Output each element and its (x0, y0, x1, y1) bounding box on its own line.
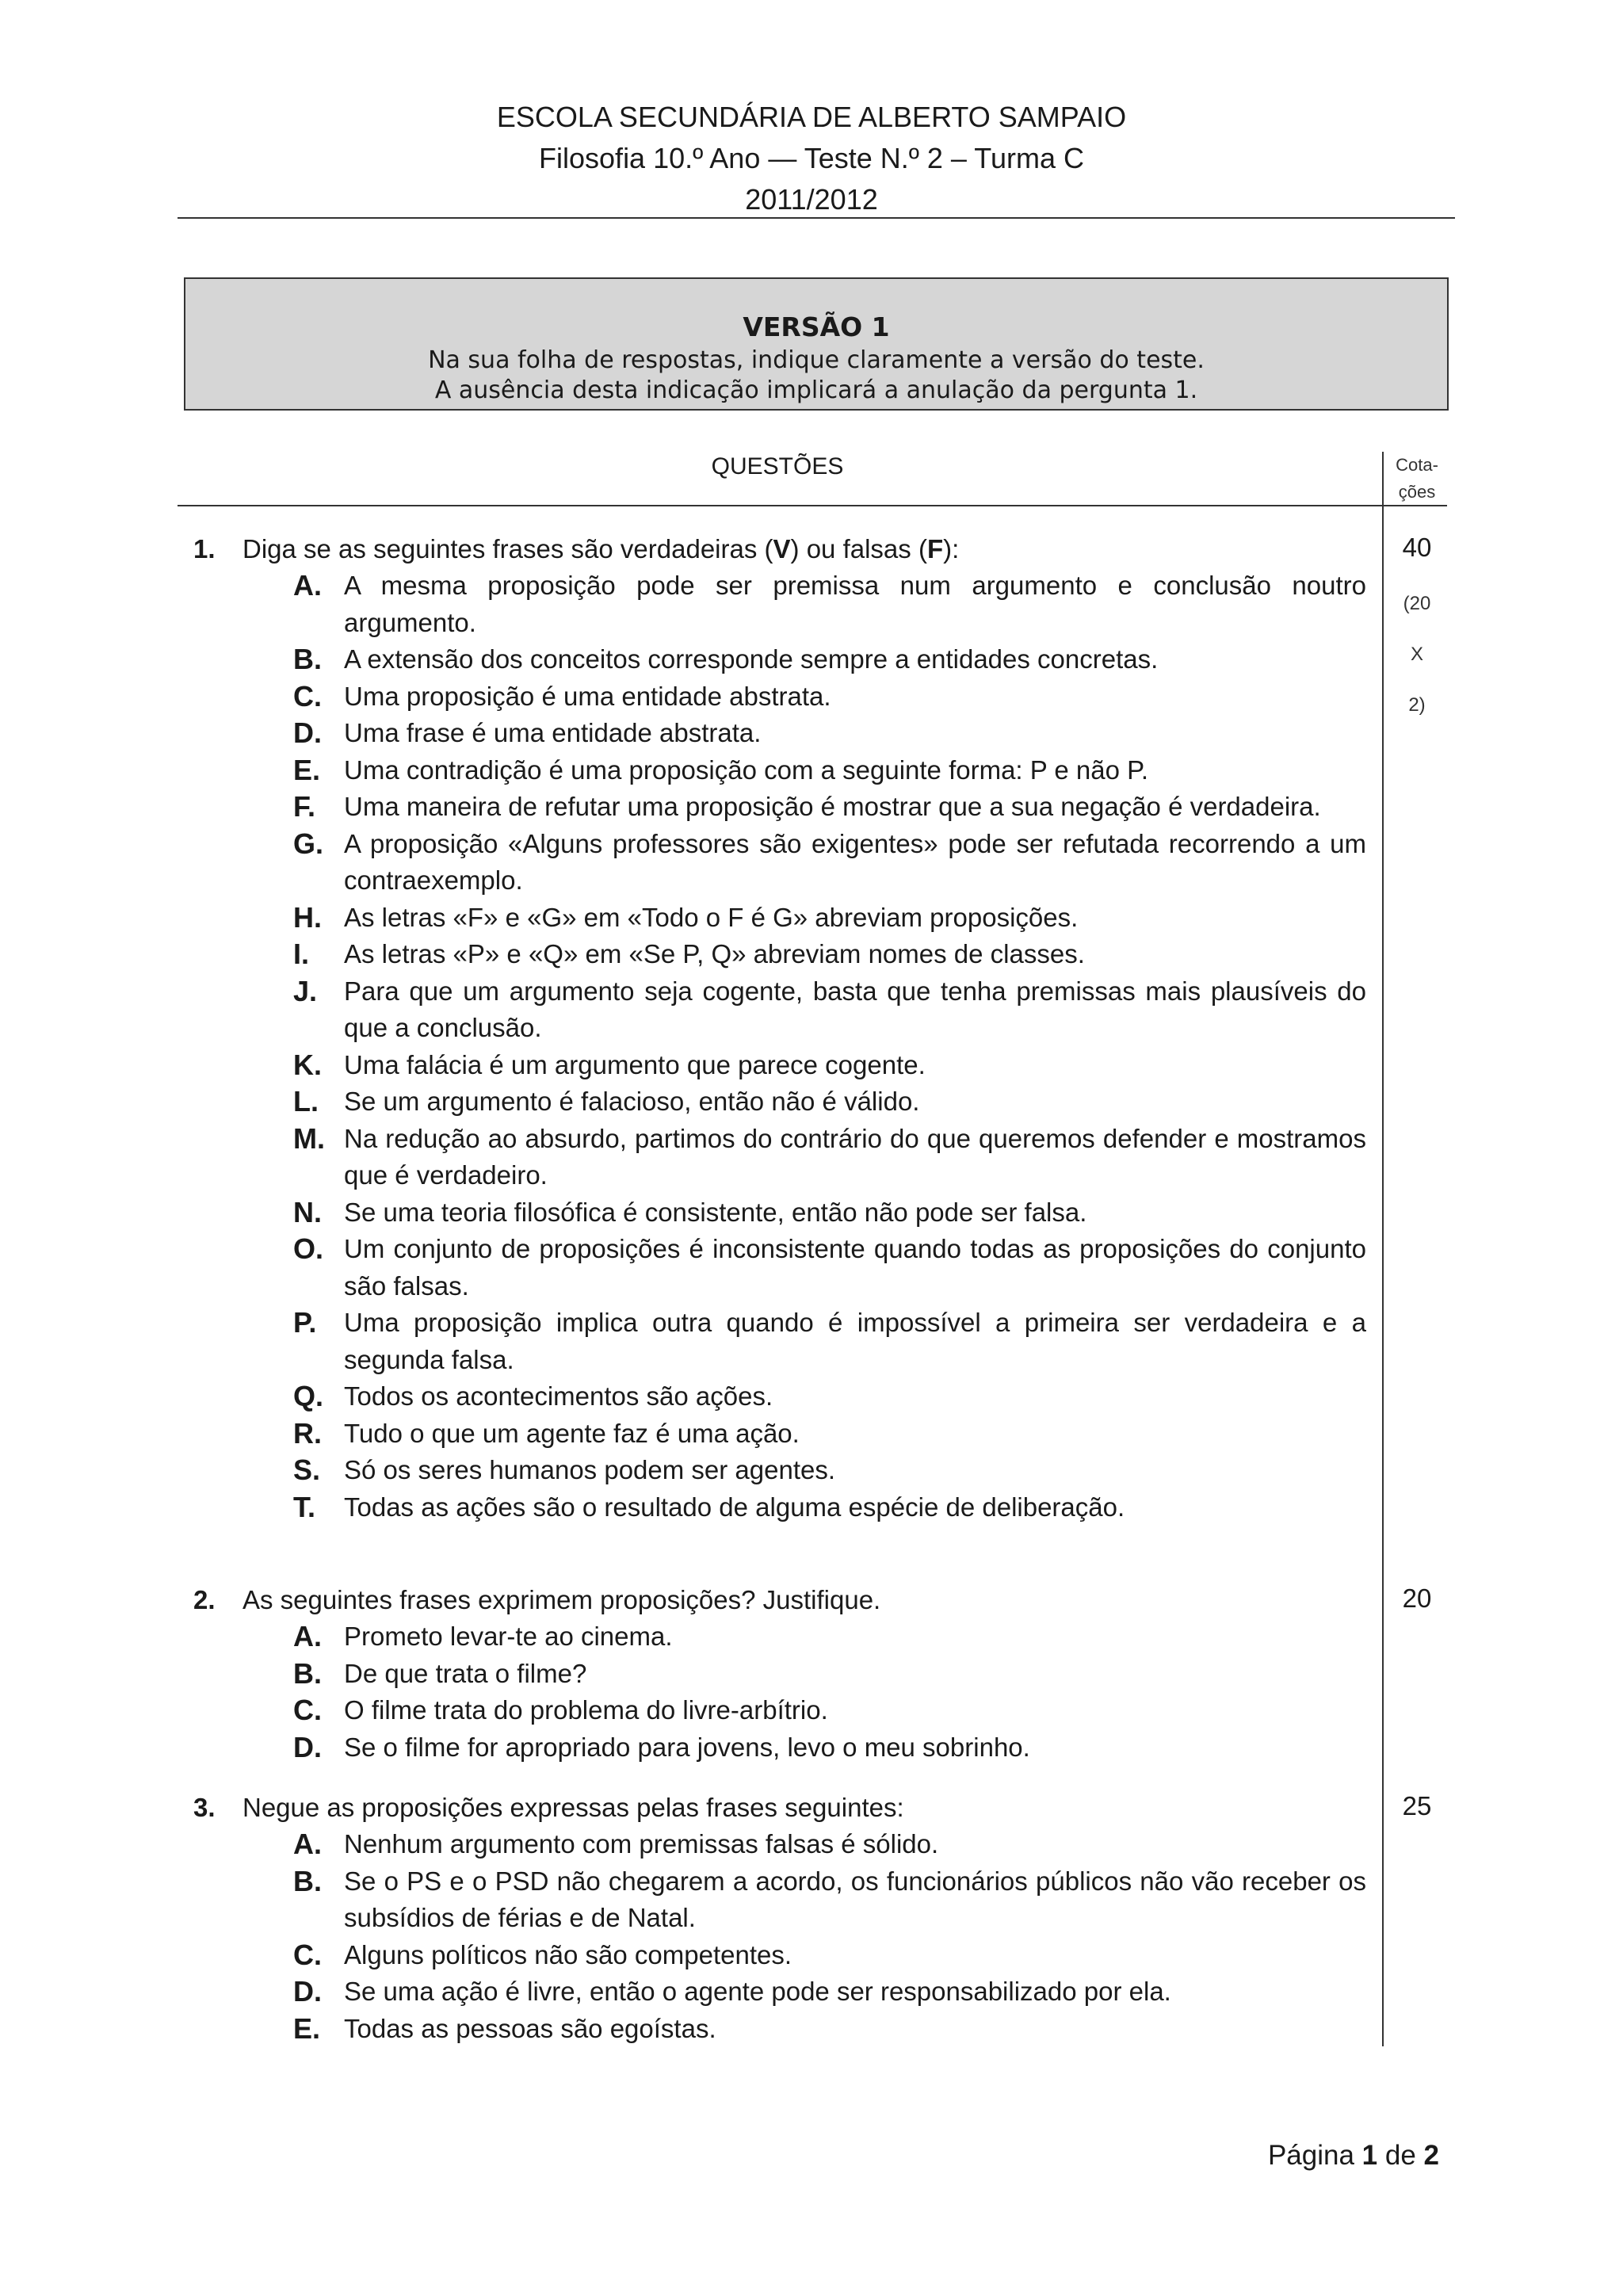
list-item (193, 715, 1366, 752)
page-footer (1268, 2140, 1439, 2172)
item-letter: I. (293, 938, 310, 970)
page-total: 2 (1423, 2140, 1439, 2171)
question-1-score-part2: X (1410, 644, 1423, 665)
question-prompt: As seguintes frases exprimem proposições? Justifique. (242, 1585, 881, 1614)
question-2-score: 20 (1402, 1584, 1432, 1613)
item-text: Tudo o que um agente faz é uma ação. (344, 1418, 800, 1448)
document-header (0, 97, 1623, 220)
version-instruction: Na sua folha de respostas, indique claramente a versão do teste. (428, 346, 1205, 374)
item-text: De que trata o filme? (344, 1658, 587, 1688)
list-item (193, 1121, 1366, 1194)
question-1-items (193, 567, 1366, 1526)
item-text: Alguns políticos não são competentes. (344, 1939, 792, 1969)
list-item (193, 1489, 1366, 1526)
item-letter: N. (293, 1195, 322, 1228)
item-text: Só os seres humanos podem ser agentes. (344, 1455, 836, 1484)
page-number: 1 (1361, 2140, 1378, 2171)
item-text: Se uma teoria filosófica é consistente, então não pode ser falsa. (344, 1197, 1087, 1227)
list-item (193, 826, 1366, 900)
item-letter: P. (293, 1306, 317, 1339)
list-item (193, 1452, 1366, 1489)
list-item (193, 641, 1366, 678)
item-letter: R. (293, 1416, 322, 1450)
item-letter: E. (293, 2011, 321, 2045)
question-1-score-part1: (20 (1403, 593, 1431, 614)
item-text: Todas as ações são o resultado de alguma espécie de deliberação. (344, 1492, 1125, 1522)
item-text: Se o filme for apropriado para jovens, levo o meu sobrinho. (344, 1732, 1030, 1762)
item-letter: H. (293, 900, 322, 934)
item-text: Uma proposição é uma entidade abstrata. (344, 681, 831, 711)
item-letter: A. (293, 569, 322, 602)
column-header-divider (178, 505, 1447, 506)
item-letter: D. (293, 1975, 322, 2008)
item-letter: B. (293, 643, 322, 675)
item-letter: B. (293, 1656, 322, 1690)
item-text: Nenhum argumento com premissas falsas é sólido. (344, 1829, 939, 1859)
question-2 (193, 1582, 1366, 1766)
list-item (193, 1937, 1366, 1974)
question-2-items (193, 1618, 1366, 1766)
list-item (193, 1692, 1366, 1729)
item-text: Na redução ao absurdo, partimos do contrário do que queremos defender e mostramos que é verdadeiro. (344, 1123, 1366, 1190)
list-item (193, 1047, 1366, 1084)
list-item (193, 2011, 1366, 2048)
item-letter: S. (293, 1454, 321, 1486)
version-title: VERSÃO 1 (743, 311, 890, 342)
school-name: ESCOLA SECUNDÁRIA DE ALBERTO SAMPAIO (496, 101, 1127, 133)
list-item (193, 973, 1366, 1047)
item-text: O filme trata do problema do livre-arbítrio. (344, 1695, 828, 1725)
item-text: Uma proposição implica outra quando é impossível a primeira ser verdadeira e a segunda falsa. (344, 1308, 1366, 1374)
list-item (193, 752, 1366, 789)
list-item (193, 1656, 1366, 1693)
question-1-score-part3: 2) (1408, 694, 1426, 716)
question-header (193, 1582, 1366, 1618)
item-text: A mesma proposição pode ser premissa num argumento e conclusão noutro argumento. (344, 571, 1366, 637)
item-letter: C. (293, 1694, 322, 1726)
item-letter: A. (293, 1828, 322, 1860)
question-number: 3. (193, 1793, 216, 1822)
item-text: Se um argumento é falacioso, então não é válido. (344, 1087, 920, 1116)
item-text: As letras «P» e «Q» em «Se P, Q» abreviam nomes de classes. (344, 939, 1085, 968)
question-3 (193, 1790, 1366, 2047)
list-item (193, 1863, 1366, 1937)
item-text: Prometo levar-te ao cinema. (344, 1622, 673, 1651)
item-letter: J. (293, 974, 318, 1007)
item-text: A proposição «Alguns professores são exigentes» pode ser refutada recorrendo a um contraexemplo. (344, 828, 1366, 895)
item-letter: C. (293, 679, 322, 712)
scores-column-header (1379, 452, 1455, 506)
list-item (193, 936, 1366, 973)
item-text: As letras «F» e «G» em «Todo o F é G» abreviam proposições. (344, 902, 1079, 932)
course-title: Filosofia 10.º Ano — Teste N.º 2 – Turma C (539, 142, 1084, 174)
item-letter: Q. (293, 1380, 324, 1412)
item-letter: K. (293, 1048, 322, 1081)
item-text: Se o PS e o PSD não chegarem a acordo, os funcionários públicos não vão receber os subsídios de férias e de Natal. (344, 1866, 1366, 1932)
list-item (193, 1729, 1366, 1767)
version-box (184, 277, 1449, 411)
question-number: 1. (193, 534, 216, 563)
list-item (193, 1826, 1366, 1863)
question-prompt: Negue as proposições expressas pelas frases seguintes: (242, 1793, 904, 1822)
question-3-score: 25 (1402, 1791, 1432, 1820)
header-divider (178, 217, 1455, 219)
item-text: A extensão dos conceitos corresponde sempre a entidades concretas. (344, 644, 1159, 674)
item-text: Para que um argumento seja cogente, basta que tenha premissas mais plausíveis do que a conclusão. (344, 976, 1366, 1042)
question-header (193, 531, 1366, 567)
item-letter: M. (293, 1121, 325, 1155)
question-3-items (193, 1826, 1366, 2047)
questions-column-header: QUESTÕES (711, 453, 844, 479)
list-item (193, 1231, 1366, 1305)
item-letter: T. (293, 1490, 316, 1523)
list-item (193, 1083, 1366, 1121)
list-item (193, 1415, 1366, 1453)
item-letter: G. (293, 827, 324, 860)
item-letter: D. (293, 716, 322, 749)
list-item (193, 567, 1366, 641)
item-text: Todas as pessoas são egoístas. (344, 2013, 716, 2043)
item-letter: A. (293, 1620, 322, 1652)
item-letter: D. (293, 1730, 322, 1763)
item-letter: B. (293, 1864, 322, 1897)
item-letter: O. (293, 1232, 324, 1265)
list-item (193, 1378, 1366, 1415)
question-prompt: Diga se as seguintes frases são verdadeiras (V) ou falsas (F): (242, 534, 960, 563)
question-header (193, 1790, 1366, 1826)
question-number: 2. (193, 1585, 216, 1614)
item-text: Um conjunto de proposições é inconsistente quando todas as proposições do conjunto são falsas. (344, 1234, 1366, 1301)
list-item (193, 1305, 1366, 1378)
item-text: Uma contradição é uma proposição com a seguinte forma: P e não P. (344, 755, 1149, 785)
list-item (193, 900, 1366, 937)
item-text: Se uma ação é livre, então o agente pode ser responsabilizado por ela. (344, 1977, 1171, 2006)
version-warning: A ausência desta indicação implicará a anulação da pergunta 1. (434, 376, 1198, 404)
item-text: Todos os acontecimentos são ações. (344, 1381, 773, 1411)
list-item (193, 1194, 1366, 1232)
item-letter: C. (293, 1938, 322, 1971)
item-letter: F. (293, 790, 316, 823)
list-item (193, 1618, 1366, 1656)
item-letter: L. (293, 1085, 319, 1117)
list-item (193, 1973, 1366, 2011)
item-letter: E. (293, 753, 321, 786)
school-year: 2011/2012 (745, 183, 878, 216)
question-1-score: 40 (1402, 533, 1432, 562)
page-label: Página (1267, 2140, 1354, 2171)
item-text: Uma falácia é um argumento que parece cogente. (344, 1049, 926, 1079)
scores-header-line2: ções (1398, 482, 1436, 502)
page-of-label: de (1384, 2140, 1416, 2171)
list-item (193, 678, 1366, 716)
item-text: Uma maneira de refutar uma proposição é mostrar que a sua negação é verdadeira. (344, 792, 1321, 821)
list-item (193, 789, 1366, 826)
scores-header-line1: Cota- (1396, 455, 1438, 475)
question-1 (193, 531, 1366, 1526)
item-text: Uma frase é uma entidade abstrata. (344, 718, 762, 747)
